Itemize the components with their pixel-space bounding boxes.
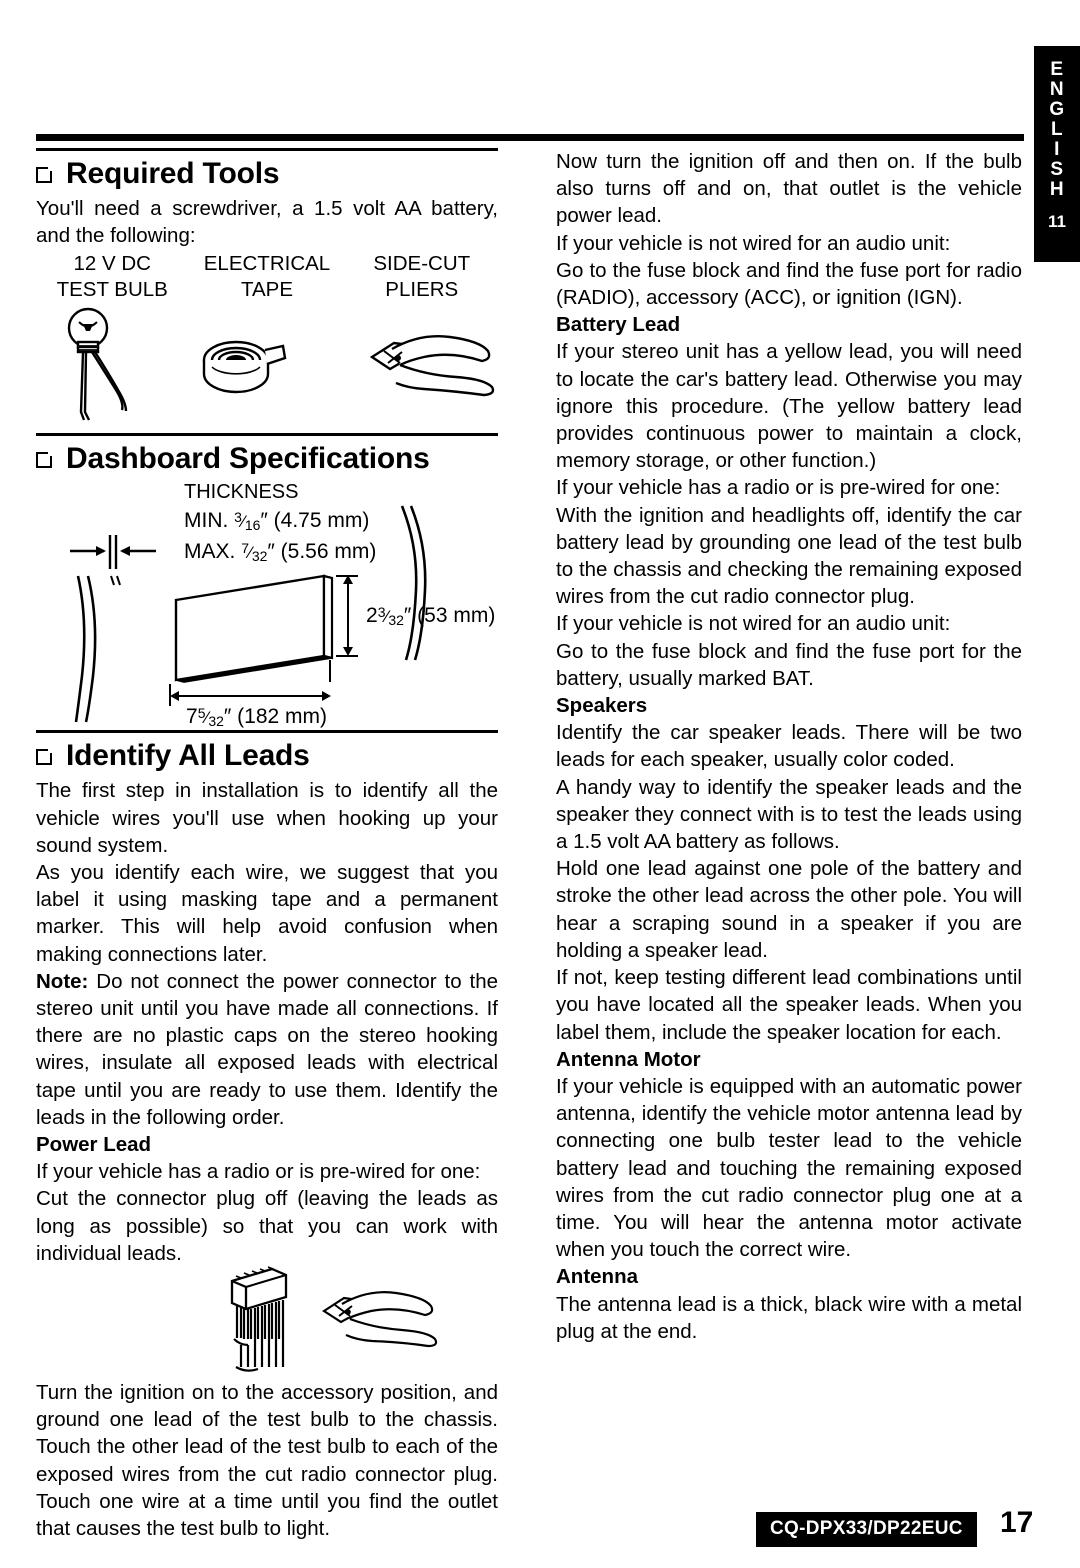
- identify-leads-p5: Turn the ignition on to the accessory position, and ground one lead of the test bulb to the chassis. Touch the other lead of the test bulb to each of the exposed wires from the cut radio connector plug. Touch one wire at a time until you find the outlet that causes the test bulb to light.: [36, 1381, 498, 1541]
- subheading-antenna: Antenna: [556, 1265, 638, 1289]
- note-label: Note:: [36, 969, 89, 993]
- tool-label-bulb-line2: TEST BULB: [56, 278, 168, 302]
- right-p13: If your vehicle is equipped with an automatic power antenna, identify the vehicle motor antenna lead by connecting one bulb tester lead to the vehicle battery lead and touching the remaining exposed wires from the cut radio connector plug one at a time. You will hear the antenna motor activate when you touch the correct wire.: [556, 1074, 1022, 1262]
- electrical-tape-icon: [204, 342, 285, 392]
- side-tab-letter: G: [1049, 99, 1065, 120]
- dash-edge-left: [76, 576, 84, 722]
- subheading-antenna-motor: Antenna Motor: [556, 1047, 701, 1071]
- section-heading-required-tools: [36, 157, 498, 191]
- tool-label-tape-line1: ELECTRICAL: [203, 252, 331, 276]
- dash-edge-right-inner: [411, 506, 425, 660]
- thickness-min-label: MIN. $^3_⁄$16″ (4.75 mm): [184, 509, 370, 534]
- tool-label-tape-line2: TAPE: [240, 278, 293, 302]
- page-number: 17: [1000, 1506, 1034, 1539]
- language-side-tab: [1034, 46, 1080, 262]
- side-tab-letter: H: [1049, 179, 1065, 200]
- side-tab-letter: L: [1050, 119, 1064, 140]
- thickness-label: THICKNESS: [184, 481, 299, 504]
- section-heading-text: Required Tools: [66, 157, 280, 190]
- subheading-battery-lead: Battery Lead: [556, 313, 681, 337]
- right-p12: If not, keep testing different lead combinations until you have located all the speaker leads. When you label them, include the speaker location for each.: [556, 966, 1022, 1044]
- right-p9: Identify the car speaker leads. There will be two leads for each speaker, usually color coded.: [556, 721, 1022, 772]
- side-tab-number: 11: [1048, 212, 1066, 231]
- model-number-badge: CQ-DPX33/DP22EUC: [756, 1512, 977, 1547]
- right-p10: A handy way to identify the speaker leads and the speaker they connect with is to test the leads using a 1.5 volt AA battery as follows.: [556, 775, 1022, 854]
- dashboard-specifications-diagram: [36, 480, 498, 730]
- side-tab-letter: N: [1049, 79, 1065, 100]
- identify-leads-p1: The first step in installation is to identify all the vehicle wires you'll use when hooking up your sound system.: [36, 779, 498, 857]
- identify-leads-note: [36, 968, 498, 1131]
- connector-plug-icon: [232, 1267, 286, 1371]
- subheading-speakers: Speakers: [556, 694, 648, 718]
- required-tools-intro: You'll need a screwdriver, a 1.5 volt AA battery, and the following:: [36, 197, 498, 248]
- test-bulb-icon: [69, 309, 126, 420]
- section-heading-identify-leads: [36, 739, 498, 773]
- right-p14: The antenna lead is a thick, black wire with a metal plug at the end.: [556, 1292, 1022, 1343]
- tool-labels-row-2: [36, 277, 498, 303]
- right-p2: If your vehicle is not wired for an audio unit:: [556, 231, 951, 255]
- right-p7: If your vehicle is not wired for an audio unit:: [556, 612, 951, 636]
- dash-edge-right: [402, 506, 416, 660]
- section-rule-required-tools: [36, 148, 498, 151]
- square-bullet-icon: [36, 749, 52, 765]
- tool-labels-row-1: [36, 251, 498, 277]
- side-tab-letter: S: [1050, 159, 1064, 180]
- right-column: [556, 148, 1022, 1345]
- dashboard-opening: [176, 576, 332, 682]
- dash-edge-left-inner: [86, 576, 95, 722]
- note-text: Do not connect the power connector to the stereo unit until you have made all connections. If there are no plastic caps on the stereo hooking wires, insulate all exposed leads with electrical tape until you are ready to use them. Identify the leads in the following order.: [36, 969, 498, 1129]
- right-p3: Go to the fuse block and find the fuse port for radio (RADIO), accessory (ACC), or ignition (IGN).: [556, 258, 1022, 310]
- tool-label-pliers-line1: SIDE-CUT: [373, 252, 471, 276]
- section-rule-dashboard: [36, 433, 498, 436]
- right-p11: Hold one lead against one pole of the battery and stroke the other lead across the other pole. You will hear a scraping sound in a speaker if you are holding a speaker lead.: [556, 857, 1022, 962]
- subheading-power-lead: Power Lead: [36, 1133, 152, 1157]
- right-p8: Go to the fuse block and find the fuse port for the battery, usually marked BAT.: [556, 639, 1022, 690]
- connector-plug-illustration: [36, 1263, 498, 1379]
- section-heading-text: Identify All Leads: [66, 739, 310, 773]
- right-p1: Now turn the ignition off and then on. If the bulb also turns off and on, that outlet is the vehicle power lead.: [556, 150, 1022, 228]
- height-dimension: [336, 575, 358, 656]
- left-column: [36, 148, 498, 1542]
- tool-label-pliers-line2: PLIERS: [385, 278, 459, 302]
- thickness-max-label: MAX. $^7_⁄$32″ (5.56 mm): [184, 540, 377, 565]
- identify-leads-p2: As you identify each wire, we suggest that you label it using masking tape and a permanent marker. This will help avoid confusion when making connections later.: [36, 861, 498, 966]
- right-p6: With the ignition and headlights off, identify the car battery lead by grounding one lead of the test bulb to the chassis and checking the remaining exposed wires from the cut radio connector plug.: [556, 503, 1022, 609]
- thickness-min-prefix: MIN.: [184, 509, 235, 533]
- side-cut-pliers-icon: [372, 337, 493, 396]
- side-tab-letter: E: [1050, 59, 1064, 80]
- thickness-indicator: [70, 535, 156, 585]
- tool-label-bulb-line1: 12 V DC: [73, 252, 151, 276]
- section-rule-identify-leads: [36, 730, 498, 733]
- right-p5: If your vehicle has a radio or is pre-wired for one:: [556, 476, 1001, 500]
- page-top-rule: [36, 134, 1024, 141]
- tool-labels-table: [36, 251, 498, 303]
- section-heading-text: Dashboard Specifications: [66, 442, 430, 476]
- required-tools-illustration: [36, 305, 498, 433]
- identify-leads-p3: If your vehicle has a radio or is pre-wired for one:: [36, 1160, 481, 1184]
- width-dimension-label: $7^5_⁄32''$ (182 mm): [186, 705, 328, 730]
- square-bullet-icon: [36, 167, 52, 183]
- right-p4: If your stereo unit has a yellow lead, you will need to locate the car's battery lead. Otherwise you may ignore this procedure. (The yellow battery lead provides continuous power to maintain a clock, memory storage, or other function.): [556, 340, 1022, 473]
- square-bullet-icon: [36, 452, 52, 468]
- height-dimension-label: $2^3_⁄32''$ (53 mm): [366, 604, 496, 629]
- identify-leads-p4: Cut the connector plug off (leaving the leads as long as possible) so that you can work with individual leads.: [36, 1187, 498, 1265]
- side-cut-pliers-icon: [324, 1292, 436, 1346]
- side-tab-letter: I: [1054, 139, 1060, 160]
- section-heading-dashboard: [36, 442, 498, 476]
